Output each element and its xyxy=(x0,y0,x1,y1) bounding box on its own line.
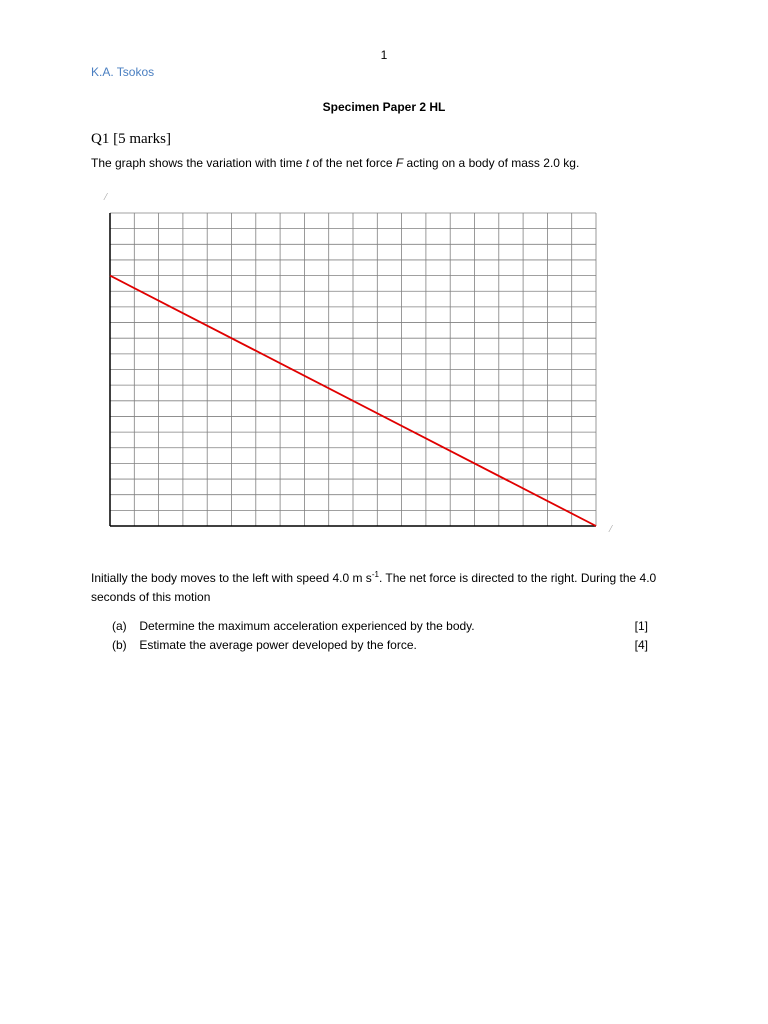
question-part-a xyxy=(112,619,652,633)
intro-var-f: F xyxy=(395,156,404,170)
y-axis-label-glyph: / xyxy=(104,191,108,203)
intro-var-t: t xyxy=(305,156,310,170)
question-paragraph xyxy=(91,565,691,607)
part-b-text: Estimate the average power developed by the force. xyxy=(139,638,417,652)
para-text-2: . The net force is directed to the right. During the 4.0 seconds of this motion xyxy=(91,571,657,604)
intro-text-1: The graph shows the variation with time xyxy=(91,156,306,170)
part-b-marks: [4] xyxy=(634,638,648,652)
force-time-graph xyxy=(0,180,768,550)
paper-title: Specimen Paper 2 HL xyxy=(322,100,446,114)
para-text-1: Initially the body moves to the left with speed 4.0 m s xyxy=(91,571,372,585)
question-part-b xyxy=(112,638,652,652)
part-a-marks: [1] xyxy=(634,619,648,633)
grid-lines xyxy=(110,213,596,526)
question-intro xyxy=(91,156,579,170)
part-a-text: Determine the maximum acceleration experienced by the body. xyxy=(139,619,475,633)
para-superscript: -1 xyxy=(371,570,379,579)
question-heading: Q1 [5 marks] xyxy=(91,131,171,147)
x-axis-label-glyph: / xyxy=(609,523,613,535)
intro-text-2: of the net force xyxy=(309,156,396,170)
page-number: 1 xyxy=(380,48,388,62)
part-b-label: (b) xyxy=(112,638,127,652)
intro-text-3: acting on a body of mass 2.0 kg. xyxy=(403,156,580,170)
part-a-label: (a) xyxy=(112,619,127,633)
author-name: K.A. Tsokos xyxy=(91,65,155,79)
